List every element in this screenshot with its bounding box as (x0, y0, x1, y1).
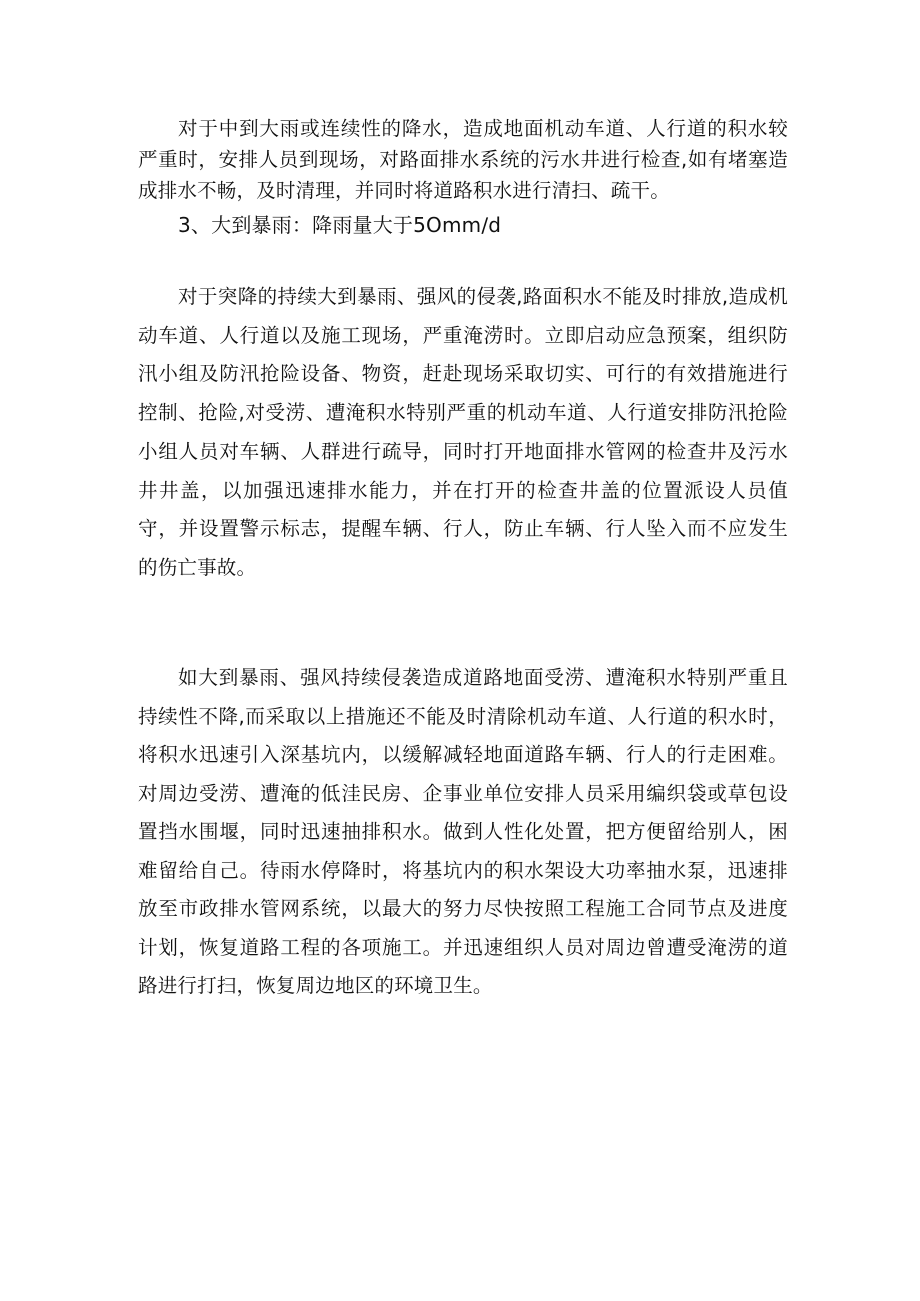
section-heading-heavy-rain: 3、大到暴雨：降雨量大于5Omm∕d (178, 213, 502, 237)
paragraph-persistent-rainstorm: 如大到暴雨、强风持续侵袭造成道路地面受涝、遭淹积水特别严重且持续性不降,而采取以上措施还不能及时清除机动车道、人行道的积水时，将积水迅速引入深基坑内，以缓解减轻地面道路车辆、行人的行走困难。对周边受涝、遭淹的低洼民房、企事业单位安排人员采用编织袋或草包设置挡水围堰，同时迅速抽排积水。做到人性化处置，把方便留给别人，困难留给自己。待雨水停降时，将基坑内的积水架设大功率抽水泵，迅速排放至市政排水管网系统，以最大的努力尽快按照工程施工合同节点及进度计划，恢复道路工程的各项施工。并迅速组织人员对周边曾遭受淹涝的道路进行打扫，恢复周边地区的环境卫生。 (138, 666, 788, 997)
paragraph-rainstorm-response: 对于突降的持续大到暴雨、强风的侵袭,路面积水不能及时排放,造成机动车道、人行道以及施工现场，严重淹涝时。立即启动应急预案，组织防汛小组及防汛抢险设备、物资，赶赴现场采取切实、可行的有效措施进行控制、抢险,对受涝、遭淹积水特别严重的机动车道、人行道安排防汛抢险小组人员对车辆、人群进行疏导，同时打开地面排水管网的检查井及污水井井盖，以加强迅速排水能力，并在打开的检查井盖的位置派设人员值守，并设置警示标志，提醒车辆、行人，防止车辆、行人坠入而不应发生的伤亡事故。 (138, 285, 788, 579)
paragraph-moderate-rain: 对于中到大雨或连续性的降水，造成地面机动车道、人行道的积水较严重时，安排人员到现场，对路面排水系统的污水井进行检查,如有堵塞造成排水不畅，及时清理，并同时将道路积水进行清扫、疏干。 (138, 117, 788, 202)
